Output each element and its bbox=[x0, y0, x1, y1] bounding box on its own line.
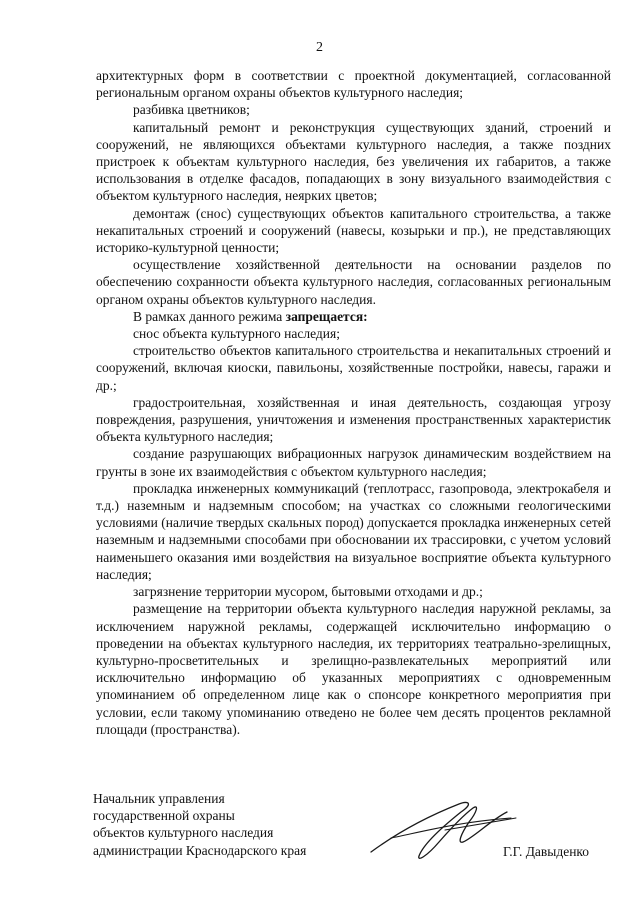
heading-colon: : bbox=[363, 308, 368, 324]
document-body bbox=[96, 67, 611, 738]
paragraph: создание разрушающих вибрационных нагрузок динамическим воздействием на грунты в зоне их взаимодействия с объектом культурного наследия; bbox=[96, 446, 611, 479]
paragraph: снос объекта культурного наследия; bbox=[133, 326, 340, 342]
signer-title-line: объектов культурного наследия bbox=[93, 825, 274, 841]
paragraph: строительство объектов капитального строительства и некапитальных строений и сооружений, включая киоски, павильоны, хозяйственные постройки, навесы, гаражи и др.; bbox=[96, 343, 611, 393]
handwritten-signature bbox=[361, 790, 521, 870]
paragraph: демонтаж (снос) существующих объектов капитального строительства, а также некапитальных строений и сооружений (навесы, козырьки и пр.), не представляющих историко-культурной ценности; bbox=[96, 205, 611, 256]
heading-bold-word: запрещается bbox=[285, 308, 364, 324]
paragraph: градостроительная, хозяйственная и иная деятельность, создающая угрозу повреждения, разрушения, уничтожения и изменения пространственных характеристик объекта культурного наследия; bbox=[96, 394, 611, 445]
prohibited-heading bbox=[96, 308, 611, 325]
heading-lead: В рамках данного режима bbox=[133, 308, 286, 324]
signer-title-line: Начальник управления bbox=[93, 791, 225, 806]
signature-block bbox=[93, 790, 613, 870]
paragraph: капитальный ремонт и реконструкция существующих зданий, строений и сооружений, не являющихся объектами культурного наследия, а также поздних пристроек к объектам культурного наследия, без увеличения их габаритов, а также использования в отделке фасадов, попадающих в зону визуального взаимодействия с объектом культурного наследия, неярких цветов; bbox=[96, 119, 611, 204]
paragraph: осуществление хозяйственной деятельности на основании разделов по обеспечению сохранности объекта культурного наследия, согласованных региональным органом охраны объектов культурного наследия. bbox=[96, 257, 611, 307]
signer-title-line: государственной охраны bbox=[93, 808, 235, 824]
paragraph: прокладка инженерных коммуникаций (теплотрасс, газопровода, электрокабеля и т.д.) наземным и надземным способом; на участках со сложными геологическими условиями (наличие твердых скальных пород) допускается прокладка инженерных сетей наземным и надземными способами при обосновании их трассировки, с учетом условий наименьшего оказания ими воздействия на визуальное восприятие объекта культурного наследия; bbox=[96, 480, 611, 582]
paragraph: загрязнение территории мусором, бытовыми отходами и др.; bbox=[133, 584, 483, 600]
signer-title-line: администрации Краснодарского края bbox=[93, 842, 307, 858]
paragraph: размещение на территории объекта культурного наследия наружной рекламы, за исключением наружной рекламы, содержащей исключительно информацию о проведении на объектах культурного наследия, их территориях театрально-зрелищных, культурно-просветительных и зрелищно-развлекательных мероприятий или исключительно информацию об указанных мероприятиях с одновременным упоминанием об определенном лице как о спонсоре конкретного мероприятия при условии, если такому упоминанию отведено не более чем десять процентов рекламной площади (пространства). bbox=[96, 601, 611, 737]
page-number: 2 bbox=[316, 40, 323, 55]
paragraph: разбивка цветников; bbox=[133, 102, 250, 118]
paragraph: архитектурных форм в соответствии с проектной документацией, согласованной региональным органом охраны объектов культурного наследия; bbox=[96, 68, 611, 101]
signer-name: Г.Г. Давыденко bbox=[503, 844, 590, 859]
